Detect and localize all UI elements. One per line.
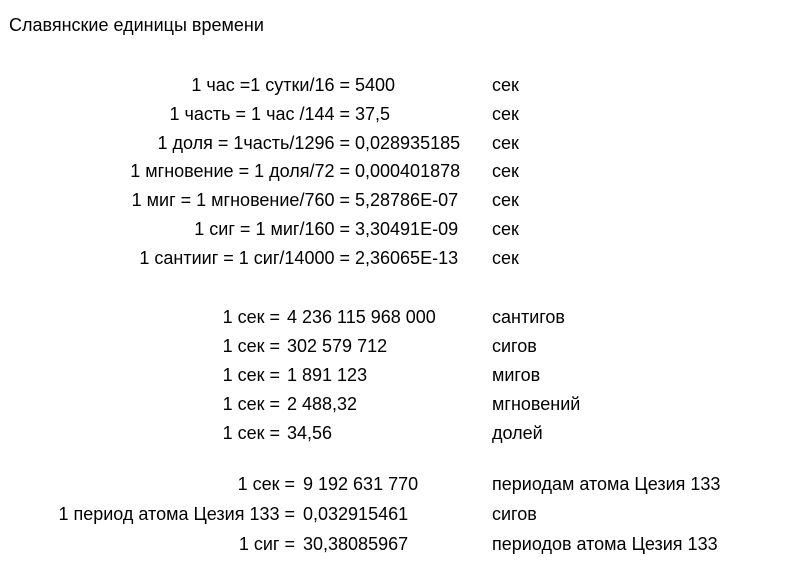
second-unit: мгновений (492, 394, 581, 414)
unit-row (0, 131, 800, 155)
unit-definition: 1 сиг = 1 миг/160 = (194, 219, 350, 239)
cesium-definition: 1 сек = (237, 474, 295, 494)
second-definition: 1 сек = (222, 307, 280, 327)
unit-value: 0,028935185 (355, 133, 461, 153)
unit-value: 5,28786E-07 (355, 190, 459, 210)
second-definition: 1 сек = (222, 394, 280, 414)
unit-label: сек (492, 104, 519, 124)
cesium-unit: периодов атома Цезия 133 (492, 534, 718, 554)
cesium-value: 9 192 631 770 (303, 474, 419, 494)
unit-definition: 1 сантииг = 1 сиг/14000 = (139, 248, 350, 268)
unit-value: 2,36065E-13 (355, 248, 459, 268)
second-unit: сигов (492, 336, 537, 356)
unit-definition: 1 мгновение = 1 доля/72 = (130, 161, 350, 181)
second-row (0, 305, 800, 329)
cesium-definition: 1 сиг = (238, 534, 295, 554)
unit-definition: 1 доля = 1часть/1296 = (157, 133, 350, 153)
second-row (0, 421, 800, 445)
cesium-unit: сигов (492, 504, 537, 524)
cesium-definition: 1 период атома Цезия 133 = (58, 504, 295, 524)
unit-definition: 1 часть = 1 час /144 = (169, 104, 350, 124)
unit-label: сек (492, 161, 519, 181)
second-row (0, 334, 800, 358)
cesium-unit: периодам атома Цезия 133 (492, 474, 721, 494)
second-row (0, 392, 800, 416)
unit-value: 5400 (355, 75, 396, 95)
unit-label: сек (492, 248, 519, 268)
unit-row (0, 217, 800, 241)
unit-row (0, 73, 800, 97)
unit-label: сек (492, 133, 519, 153)
second-row (0, 363, 800, 387)
unit-row (0, 102, 800, 126)
unit-row (0, 246, 800, 270)
second-value: 34,56 (287, 423, 333, 443)
cesium-row (0, 472, 800, 496)
second-unit: мигов (492, 365, 541, 385)
second-value: 2 488,32 (287, 394, 358, 414)
second-definition: 1 сек = (222, 365, 280, 385)
unit-value: 37,5 (355, 104, 391, 124)
second-value: 1 891 123 (287, 365, 368, 385)
unit-value: 0,000401878 (355, 161, 461, 181)
cesium-row (0, 532, 800, 556)
unit-definition: 1 час =1 сутки/16 = (191, 75, 350, 95)
second-unit: долей (492, 423, 543, 443)
second-definition: 1 сек = (222, 336, 280, 356)
second-value: 302 579 712 (287, 336, 388, 356)
unit-label: сек (492, 219, 519, 239)
page-title: Славянские единицы времени (9, 15, 264, 35)
second-definition: 1 сек = (222, 423, 280, 443)
unit-label: сек (492, 190, 519, 210)
unit-definition: 1 миг = 1 мгновение/760 = (131, 190, 350, 210)
second-value: 4 236 115 968 000 (287, 307, 436, 327)
unit-value: 3,30491E-09 (355, 219, 459, 239)
second-unit: сантигов (492, 307, 565, 327)
unit-row (0, 159, 800, 183)
cesium-row (0, 502, 800, 526)
unit-row (0, 188, 800, 212)
unit-label: сек (492, 75, 519, 95)
cesium-value: 0,032915461 (303, 504, 409, 524)
cesium-value: 30,38085967 (303, 534, 409, 554)
